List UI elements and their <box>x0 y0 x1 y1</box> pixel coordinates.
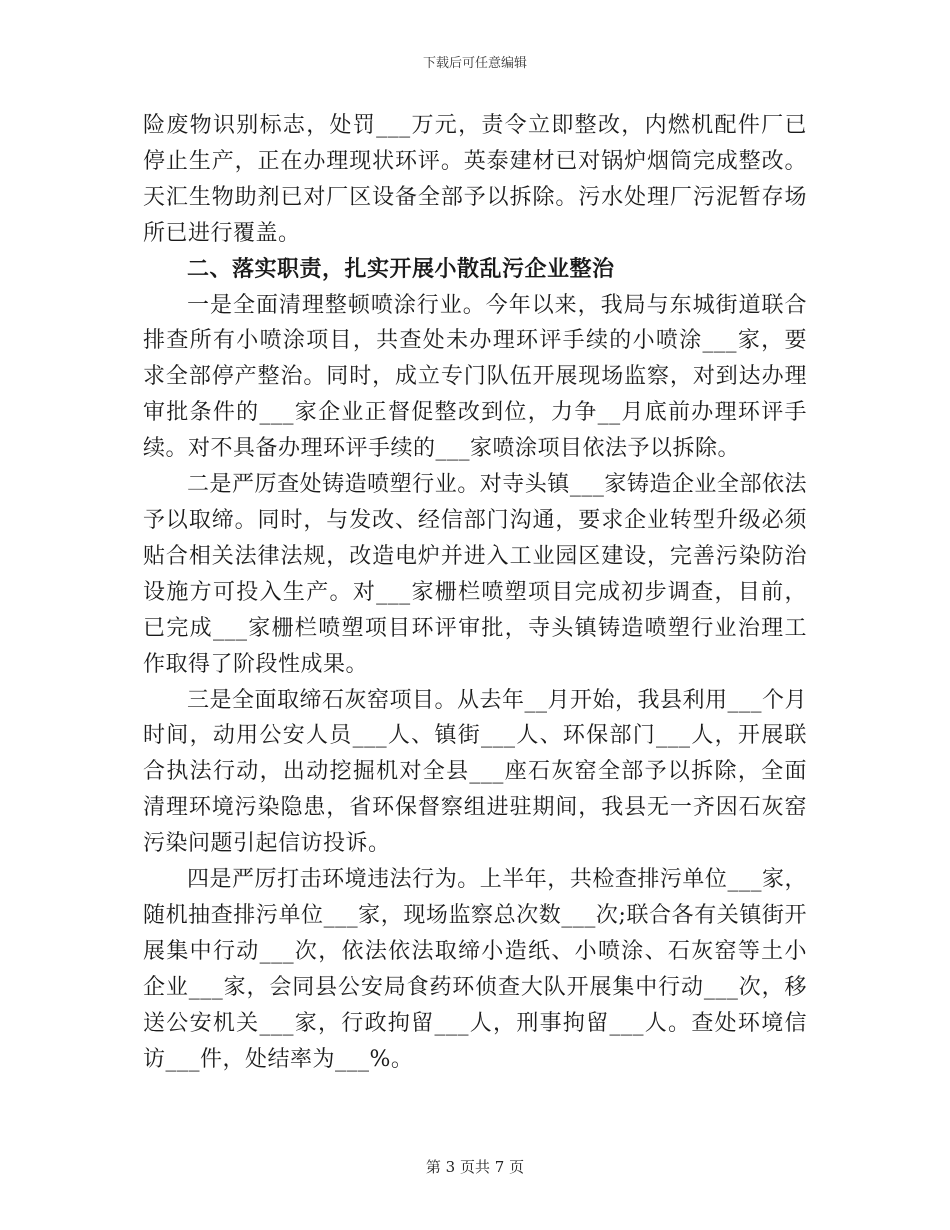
paragraph-enforcement: 四是严厉打击环境违法行为。上半年，共检查排污单位___家，随机抽查排污单位___家，现场监察总次数___次;联合各有关镇街开展集中行动___次，依法依法取缔小造纸、小喷涂、石灰窑等土小企业___家，会同县公安局食药环侦查大队开展集中行动___次，移送公安机关___家，行政拘留___人，刑事拘留___人。查处环境信访___件，处结率为___%。 <box>143 867 807 1072</box>
page-header-note: 下载后可任意编辑 <box>422 56 527 71</box>
section-heading: 二、落实职责，扎实开展小散乱污企业整治 <box>187 256 615 282</box>
paragraph-continued: 险废物识别标志，处罚___万元，责令立即整改，内燃机配件厂已停止生产，正在办理现状环评。英泰建材已对锅炉烟筒完成整改。天汇生物助剂已对厂区设备全部予以拆除。污水处理厂污泥暂存场所已进行覆盖。 <box>143 113 807 246</box>
paragraph-casting-plastic: 二是严厉查处铸造喷塑行业。对寺头镇___家铸造企业全部依法予以取缔。同时，与发改、经信部门沟通，要求企业转型升级必须贴合相关法律法规，改造电炉并进入工业园区建设，完善污染防治设施方可投入生产。对___家栅栏喷塑项目完成初步调查，目前，已完成___家栅栏喷塑项目环评审批，寺头镇铸造喷塑行业治理工作取得了阶段性成果。 <box>143 472 807 677</box>
paragraph-spray-coating: 一是全面清理整顿喷涂行业。今年以来，我局与东城街道联合排查所有小喷涂项目，共查处未办理环评手续的小喷涂___家，要求全部停产整治。同时，成立专门队伍开展现场监察，对到达办理审批条件的___家企业正督促整改到位，力争__月底前办理环评手续。对不具备办理环评手续的___家喷涂项目依法予以拆除。 <box>143 292 807 462</box>
document-body <box>143 108 807 1077</box>
page-number: 第 3 页共 7 页 <box>425 1158 525 1176</box>
paragraph-lime-kiln: 三是全面取缔石灰窑项目。从去年__月开始，我县利用___个月时间，动用公安人员___人、镇街___人、环保部门___人，开展联合执法行动，出动挖掘机对全县___座石灰窑全部予以拆除，全面清理环境污染隐患，省环保督察组进驻期间，我县无一齐因石灰窑污染问题引起信访投诉。 <box>143 687 808 857</box>
